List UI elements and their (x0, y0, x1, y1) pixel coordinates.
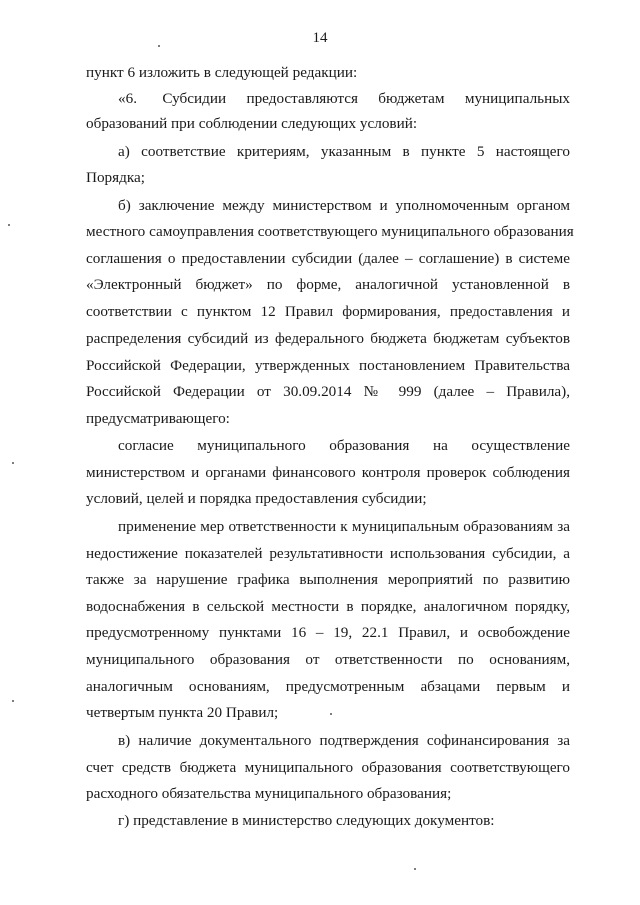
text-line: предусматривающего: (86, 410, 230, 427)
text-line: согласие муниципального образования на осуществление (118, 437, 570, 454)
text-line: распределения субсидий из федерального бюджета бюджетам субъектов (86, 330, 570, 347)
text-line: соответствии с пунктом 12 Правил формирования, предоставления и (86, 303, 570, 320)
text-line: применение мер ответственности к муниципальным образованиям за (118, 518, 570, 535)
text-line: министерством и органами финансового контроля проверок соблюдения (86, 464, 570, 481)
text-line: аналогичным основаниям, предусмотренным абзацами первым и (86, 678, 570, 695)
text-line: соглашения о предоставлении субсидии (далее – соглашение) в системе (86, 250, 570, 267)
text-line: а) соответствие критериям, указанным в пункте 5 настоящего (118, 143, 570, 160)
text-line: четвертым пункта 20 Правил; (86, 704, 279, 721)
text-line: муниципального образования от ответственности по основаниям, (86, 651, 570, 668)
scan-speck (158, 45, 160, 47)
text-line: счет средств бюджета муниципального образования соответствующего (86, 759, 570, 776)
text-line: местного самоуправления соответствующего муниципального образования (86, 223, 574, 240)
text-line: условий, целей и порядка предоставления субсидии; (86, 490, 427, 507)
text-line: Российской Федерации, утвержденных постановлением Правительства (86, 357, 570, 374)
text-line: водоснабжения в сельской местности в порядке, аналогичном порядку, (86, 598, 570, 615)
scan-speck (12, 462, 14, 464)
text-line: пункт 6 изложить в следующей редакции: (86, 64, 358, 81)
text-line: также за нарушение графика выполнения мероприятий по развитию (86, 571, 570, 588)
text-line: образований при соблюдении следующих условий: (86, 115, 418, 132)
text-line: расходного обязательства муниципального образования; (86, 785, 452, 802)
text-line: б) заключение между министерством и уполномоченным органом (118, 197, 570, 214)
text-line: «6. Субсидии предоставляются бюджетам муниципальных (118, 90, 570, 107)
page-number: 14 (312, 30, 328, 46)
text-line: предусмотренному пунктами 16 – 19, 22.1 Правил, и освобождение (86, 624, 570, 641)
scan-speck (8, 224, 10, 226)
text-line: в) наличие документального подтверждения софинансирования за (118, 732, 570, 749)
text-line: г) представление в министерство следующих документов: (118, 812, 495, 829)
scan-speck (12, 700, 14, 702)
scan-speck (330, 713, 332, 715)
text-line: «Электронный бюджет» по форме, аналогичной установленной в (86, 276, 570, 293)
text-line: Российской Федерации от 30.09.2014 № 999 (далее – Правила), (86, 383, 570, 400)
text-line: недостижение показателей результативности использования субсидии, а (86, 545, 570, 562)
text-line: Порядка; (86, 169, 145, 186)
scan-speck (414, 868, 416, 870)
